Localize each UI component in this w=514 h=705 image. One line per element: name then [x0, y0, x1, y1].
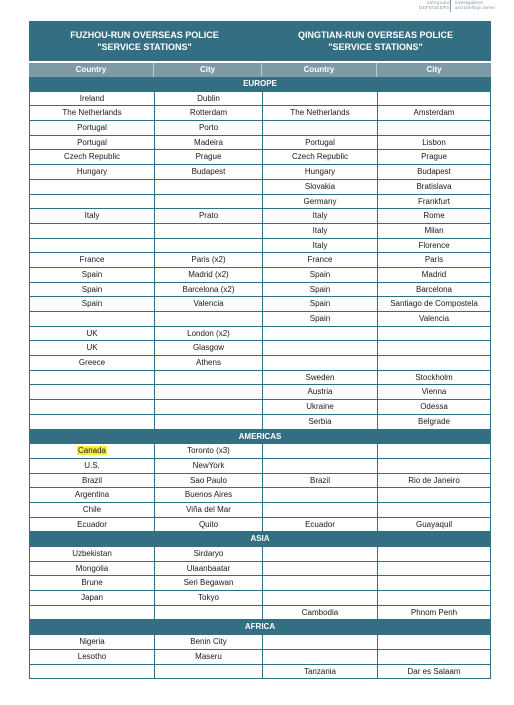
cell-city-fuzhou: Paris (x2) [154, 253, 262, 267]
section-header: ASIA [29, 532, 491, 547]
cell-country-qingtian: Slovakia [262, 180, 377, 194]
cell-country-fuzhou: Brazil [29, 474, 154, 488]
cell-country-qingtian: Italy [262, 209, 377, 223]
table-row [29, 371, 491, 386]
table-row [29, 591, 491, 606]
cell-country-fuzhou: U.S. [29, 459, 154, 473]
cell-country-fuzhou: Italy [29, 209, 154, 223]
brand-right [455, 0, 495, 10]
table-row [29, 136, 491, 151]
table-row [29, 503, 491, 518]
table-row [29, 224, 491, 239]
qingtian-title [260, 21, 491, 61]
cell-city-qingtian: Vienna [377, 385, 491, 399]
cell-country-qingtian [262, 635, 377, 649]
cell-city-fuzhou [154, 385, 262, 399]
cell-country-qingtian [262, 444, 377, 458]
title-band [29, 21, 491, 61]
cell-country-fuzhou [29, 371, 154, 385]
table-row [29, 121, 491, 136]
qingtian-title-line1: QINGTIAN-RUN OVERSEAS POLICE [297, 30, 453, 40]
cell-city-qingtian: Phnom Penh [377, 606, 491, 620]
cell-country-fuzhou: Argentina [29, 488, 154, 502]
cell-city-fuzhou [154, 415, 262, 429]
cell-city-fuzhou: London (x2) [154, 327, 262, 341]
table-row [29, 650, 491, 665]
cell-city-qingtian: Belgrade [377, 415, 491, 429]
cell-city-fuzhou: Dublin [154, 92, 262, 106]
cell-city-fuzhou: Prague [154, 150, 262, 164]
cell-city-fuzhou [154, 606, 262, 620]
cell-city-qingtian: Budapest [377, 165, 491, 179]
section-header: AMERICAS [29, 430, 491, 445]
cell-country-fuzhou [29, 444, 154, 458]
table-row [29, 106, 491, 121]
cell-city-fuzhou: Quito [154, 518, 262, 532]
cell-country-qingtian: France [262, 253, 377, 267]
qingtian-title-line2: "SERVICE STATIONS" [328, 42, 423, 52]
cell-city-qingtian [377, 650, 491, 664]
table-row [29, 547, 491, 562]
cell-country-qingtian [262, 547, 377, 561]
cell-country-qingtian [262, 488, 377, 502]
table-row [29, 385, 491, 400]
cell-country-qingtian: Spain [262, 268, 377, 282]
cell-country-qingtian: Ecuador [262, 518, 377, 532]
table-row [29, 606, 491, 621]
table-row [29, 253, 491, 268]
cell-city-qingtian [377, 459, 491, 473]
cell-city-qingtian: Lisbon [377, 136, 491, 150]
cell-city-qingtian: Dar es Salaam [377, 665, 491, 679]
cell-city-qingtian [377, 635, 491, 649]
cell-city-fuzhou: Seri Begawan [154, 576, 262, 590]
cell-city-qingtian [377, 591, 491, 605]
cell-country-fuzhou: Nigeria [29, 635, 154, 649]
cell-country-qingtian [262, 327, 377, 341]
table-row [29, 444, 491, 459]
cell-city-fuzhou: Madeira [154, 136, 262, 150]
cell-country-fuzhou: Czech Republic [29, 150, 154, 164]
cell-country-fuzhou [29, 195, 154, 209]
fuzhou-title [29, 21, 260, 61]
cell-country-fuzhou: Uzbekistan [29, 547, 154, 561]
cell-city-fuzhou: Madrid (x2) [154, 268, 262, 282]
cell-city-fuzhou: NewYork [154, 459, 262, 473]
table-row [29, 268, 491, 283]
cell-country-qingtian [262, 503, 377, 517]
cell-city-qingtian [377, 121, 491, 135]
cell-country-qingtian: Spain [262, 312, 377, 326]
brand-logo [392, 0, 514, 14]
cell-city-qingtian [377, 327, 491, 341]
cell-city-fuzhou: Sao Paulo [154, 474, 262, 488]
cell-city-fuzhou: Sirdaryo [154, 547, 262, 561]
cell-city-qingtian: Frankfurt [377, 195, 491, 209]
cell-country-qingtian [262, 576, 377, 590]
cell-country-fuzhou: Japan [29, 591, 154, 605]
cell-country-qingtian: Sweden [262, 371, 377, 385]
cell-country-qingtian [262, 650, 377, 664]
table-row [29, 665, 491, 680]
cell-city-qingtian: Santiago de Compostela [377, 297, 491, 311]
column-header-city-qingtian: City [426, 65, 442, 74]
cell-city-qingtian: Paris [377, 253, 491, 267]
cell-country-qingtian: Ukraine [262, 400, 377, 414]
cell-city-qingtian: Rio de Janeiro [377, 474, 491, 488]
cell-city-fuzhou [154, 224, 262, 238]
cell-city-qingtian [377, 444, 491, 458]
table-row [29, 327, 491, 342]
table-row [29, 400, 491, 415]
cell-city-fuzhou: Toronto (x3) [154, 444, 262, 458]
cell-city-qingtian: Florence [377, 239, 491, 253]
cell-city-fuzhou: Porto [154, 121, 262, 135]
cell-city-fuzhou: Buenos Aires [154, 488, 262, 502]
cell-city-fuzhou: Glasgow [154, 341, 262, 355]
cell-country-qingtian: Italy [262, 239, 377, 253]
cell-country-qingtian: Austria [262, 385, 377, 399]
cell-country-fuzhou: UK [29, 341, 154, 355]
cell-country-qingtian: Germany [262, 195, 377, 209]
cell-city-qingtian: Madrid [377, 268, 491, 282]
cell-country-fuzhou [29, 385, 154, 399]
cell-city-fuzhou: Valencia [154, 297, 262, 311]
cell-city-fuzhou: Athens [154, 356, 262, 370]
cell-country-qingtian: Cambodia [262, 606, 377, 620]
cell-country-qingtian [262, 356, 377, 370]
table-row [29, 312, 491, 327]
cell-country-qingtian: The Netherlands [262, 106, 377, 120]
table-row [29, 341, 491, 356]
cell-country-fuzhou: UK [29, 327, 154, 341]
cell-country-qingtian: Portugal [262, 136, 377, 150]
table-row [29, 562, 491, 577]
cell-country-qingtian: Spain [262, 297, 377, 311]
brand-left-line1: safeguard [426, 0, 450, 5]
cell-country-qingtian [262, 591, 377, 605]
cell-city-qingtian: Amsterdam [377, 106, 491, 120]
cell-city-qingtian: Milan [377, 224, 491, 238]
cell-city-fuzhou [154, 195, 262, 209]
table-row [29, 92, 491, 107]
table-row [29, 209, 491, 224]
table-row [29, 356, 491, 371]
column-header-row [29, 63, 491, 77]
cell-city-fuzhou: Prato [154, 209, 262, 223]
table-row [29, 576, 491, 591]
cell-city-qingtian: Barcelona [377, 283, 491, 297]
table-row [29, 165, 491, 180]
table-row [29, 635, 491, 650]
cell-city-qingtian [377, 92, 491, 106]
cell-country-fuzhou [29, 415, 154, 429]
cell-city-qingtian: Prague [377, 150, 491, 164]
cell-city-fuzhou [154, 239, 262, 253]
cell-city-qingtian: Valencia [377, 312, 491, 326]
cell-country-fuzhou: France [29, 253, 154, 267]
cell-country-fuzhou: Spain [29, 297, 154, 311]
cell-city-fuzhou [154, 312, 262, 326]
cell-city-fuzhou: Tokyo [154, 591, 262, 605]
cell-city-qingtian [377, 547, 491, 561]
cell-country-fuzhou: Brune [29, 576, 154, 590]
cell-country-qingtian: Spain [262, 283, 377, 297]
cell-country-qingtian: Brazil [262, 474, 377, 488]
table-row [29, 518, 491, 533]
table-row [29, 180, 491, 195]
table-row [29, 283, 491, 298]
cell-country-fuzhou [29, 606, 154, 620]
cell-city-fuzhou [154, 180, 262, 194]
cell-city-qingtian [377, 576, 491, 590]
cell-city-qingtian: Bratislava [377, 180, 491, 194]
section-header: AFRICA [29, 620, 491, 635]
cell-city-qingtian: Guayaquil [377, 518, 491, 532]
cell-country-qingtian [262, 341, 377, 355]
cell-city-fuzhou: Maseru [154, 650, 262, 664]
police-stations-table [29, 21, 491, 679]
brand-left [419, 0, 450, 10]
cell-country-qingtian: Tanzania [262, 665, 377, 679]
cell-country-qingtian [262, 459, 377, 473]
column-header-city-fuzhou: City [154, 63, 262, 77]
table-row [29, 474, 491, 489]
cell-city-fuzhou: Ulaanbaatar [154, 562, 262, 576]
fuzhou-title-line1: FUZHOU-RUN OVERSEAS POLICE [70, 30, 219, 40]
column-header-country-qingtian: Country [262, 63, 377, 77]
cell-city-fuzhou: Budapest [154, 165, 262, 179]
cell-city-qingtian [377, 503, 491, 517]
cell-country-fuzhou [29, 400, 154, 414]
cell-city-qingtian [377, 341, 491, 355]
cell-city-qingtian [377, 356, 491, 370]
cell-country-qingtian [262, 562, 377, 576]
table-body [29, 77, 491, 679]
table-row [29, 239, 491, 254]
table-row [29, 150, 491, 165]
cell-city-fuzhou: Benin City [154, 635, 262, 649]
cell-city-fuzhou: Barcelona (x2) [154, 283, 262, 297]
brand-left-line2: DEFENDERS [418, 5, 450, 10]
cell-city-qingtian: Odessa [377, 400, 491, 414]
section-header: EUROPE [29, 77, 491, 92]
cell-country-fuzhou: Spain [29, 268, 154, 282]
highlighted-text: Canada [77, 446, 107, 456]
cell-country-qingtian: Italy [262, 224, 377, 238]
cell-country-fuzhou: Chile [29, 503, 154, 517]
cell-country-fuzhou [29, 239, 154, 253]
table-row [29, 195, 491, 210]
cell-country-fuzhou [29, 665, 154, 679]
cell-city-qingtian [377, 488, 491, 502]
table-row [29, 297, 491, 312]
cell-city-fuzhou [154, 665, 262, 679]
cell-country-fuzhou: Spain [29, 283, 154, 297]
cell-country-fuzhou: The Netherlands [29, 106, 154, 120]
table-row [29, 459, 491, 474]
cell-city-qingtian: Rome [377, 209, 491, 223]
cell-country-fuzhou [29, 312, 154, 326]
brand-right-line2: and briefings series [455, 5, 495, 10]
cell-city-qingtian [377, 562, 491, 576]
brand-divider [450, 0, 451, 12]
column-header-country-fuzhou: Country [29, 63, 154, 77]
cell-country-fuzhou: Greece [29, 356, 154, 370]
table-row [29, 488, 491, 503]
cell-city-qingtian: Stockholm [377, 371, 491, 385]
cell-country-qingtian: Czech Republic [262, 150, 377, 164]
cell-country-fuzhou [29, 180, 154, 194]
table-row [29, 415, 491, 430]
cell-country-fuzhou: Portugal [29, 136, 154, 150]
cell-country-fuzhou: Ireland [29, 92, 154, 106]
cell-country-qingtian: Serbia [262, 415, 377, 429]
cell-country-fuzhou: Mongolia [29, 562, 154, 576]
cell-city-fuzhou [154, 371, 262, 385]
cell-country-qingtian: Hungary [262, 165, 377, 179]
cell-country-fuzhou: Ecuador [29, 518, 154, 532]
cell-country-qingtian [262, 121, 377, 135]
cell-country-fuzhou: Hungary [29, 165, 154, 179]
cell-city-fuzhou: Viña del Mar [154, 503, 262, 517]
cell-country-fuzhou [29, 224, 154, 238]
cell-country-fuzhou: Portugal [29, 121, 154, 135]
cell-city-fuzhou: Rotterdam [154, 106, 262, 120]
cell-country-fuzhou: Lesotho [29, 650, 154, 664]
cell-city-fuzhou [154, 400, 262, 414]
brand-right-line1: investigations [455, 0, 483, 5]
cell-country-qingtian [262, 92, 377, 106]
fuzhou-title-line2: "SERVICE STATIONS" [97, 42, 192, 52]
